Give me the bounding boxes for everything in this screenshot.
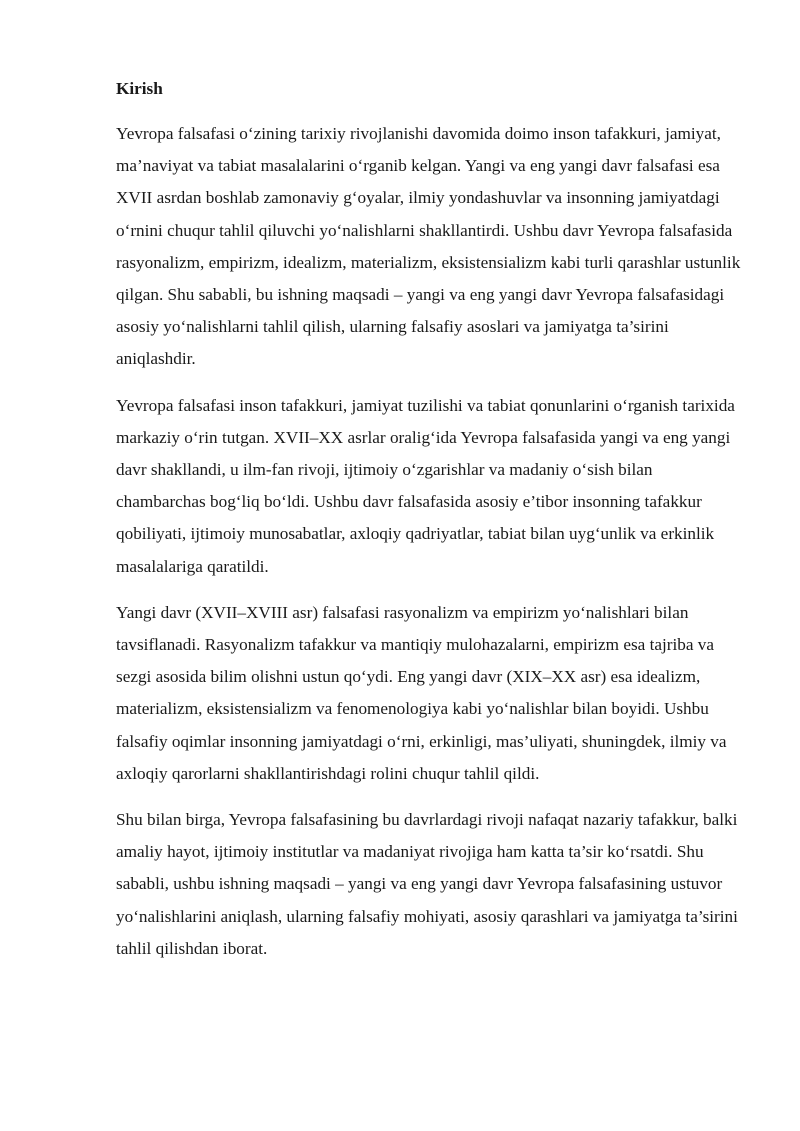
section-heading: Kirish — [116, 79, 163, 98]
paragraph-2: Yevropa falsafasi inson tafakkuri, jamiyat tuzilishi va tabiat qonunlarini o‘rganish tarixida markaziy o‘rin tutgan. XVII–XX asrlar oralig‘ida Yevropa falsafasida yangi va eng yangi davr shakllandi, u ilm-fan rivoji, ijtimoiy o‘zgarishlar va madaniy o‘sish bilan chambarchas bog‘liq bo‘ldi. Ushbu davr falsafasida asosiy e’tibor insonning tafakkur qobiliyati, ijtimoiy munosabatlar, axloqiy qadriyatlar, tabiat bilan uyg‘unlik va erkinlik masalalariga qaratildi. — [116, 395, 735, 576]
document-page — [116, 73, 746, 979]
paragraph-4: Shu bilan birga, Yevropa falsafasining bu davrlardagi rivoji nafaqat nazariy tafakkur, balki amaliy hayot, ijtimoiy institutlar va madaniyat rivojiga ham katta ta’sir ko‘rsatdi. Shu sababli, ushbu ishning maqsadi – yangi va eng yangi davr Yevropa falsafasining ustuvor yo‘nalishlarini aniqlash, ularning falsafiy mohiyati, asosiy qarashlari va jamiyatga ta’sirini tahlil qilishdan iborat. — [116, 810, 738, 958]
paragraph-3: Yangi davr (XVII–XVIII asr) falsafasi rasyonalizm va empirizm yo‘nalishlari bilan tavsiflanadi. Rasyonalizm tafakkur va mantiqiy mulohazalarni, empirizm esa tajriba va sezgi asosida bilim olishni ustun qo‘ydi. Eng yangi davr (XIX–XX asr) esa idealizm, materializm, eksistensializm va fenomenologiya kabi yo‘nalishlar bilan boyidi. Ushbu falsafiy oqimlar insonning jamiyatdagi o‘rni, erkinligi, mas’uliyati, shuningdek, ilmiy va axloqiy qarorlarni shakllantirishdagi rolini chuqur tahlil qildi. — [116, 602, 727, 783]
paragraph-1: Yevropa falsafasi o‘zining tarixiy rivojlanishi davomida doimo inson tafakkuri, jamiyat, ma’naviyat va tabiat masalalarini o‘rganib kelgan. Yangi va eng yangi davr falsafasi esa XVII asrdan boshlab zamonaviy g‘oyalar, ilmiy yondashuvlar va insonning jamiyatdagi o‘rnini chuqur tahlil qiluvchi yo‘nalishlarni shakllantirdi. Ushbu davr Yevropa falsafasida rasyonalizm, empirizm, idealizm, materializm, eksistensializm kabi turli qarashlar ustunlik qilgan. Shu sababli, bu ishning maqsadi – yangi va eng yangi davr Yevropa falsafasidagi asosiy yo‘nalishlarni tahlil qilish, ularning falsafiy asoslari va jamiyatga ta’sirini aniqlashdir. — [116, 124, 741, 369]
